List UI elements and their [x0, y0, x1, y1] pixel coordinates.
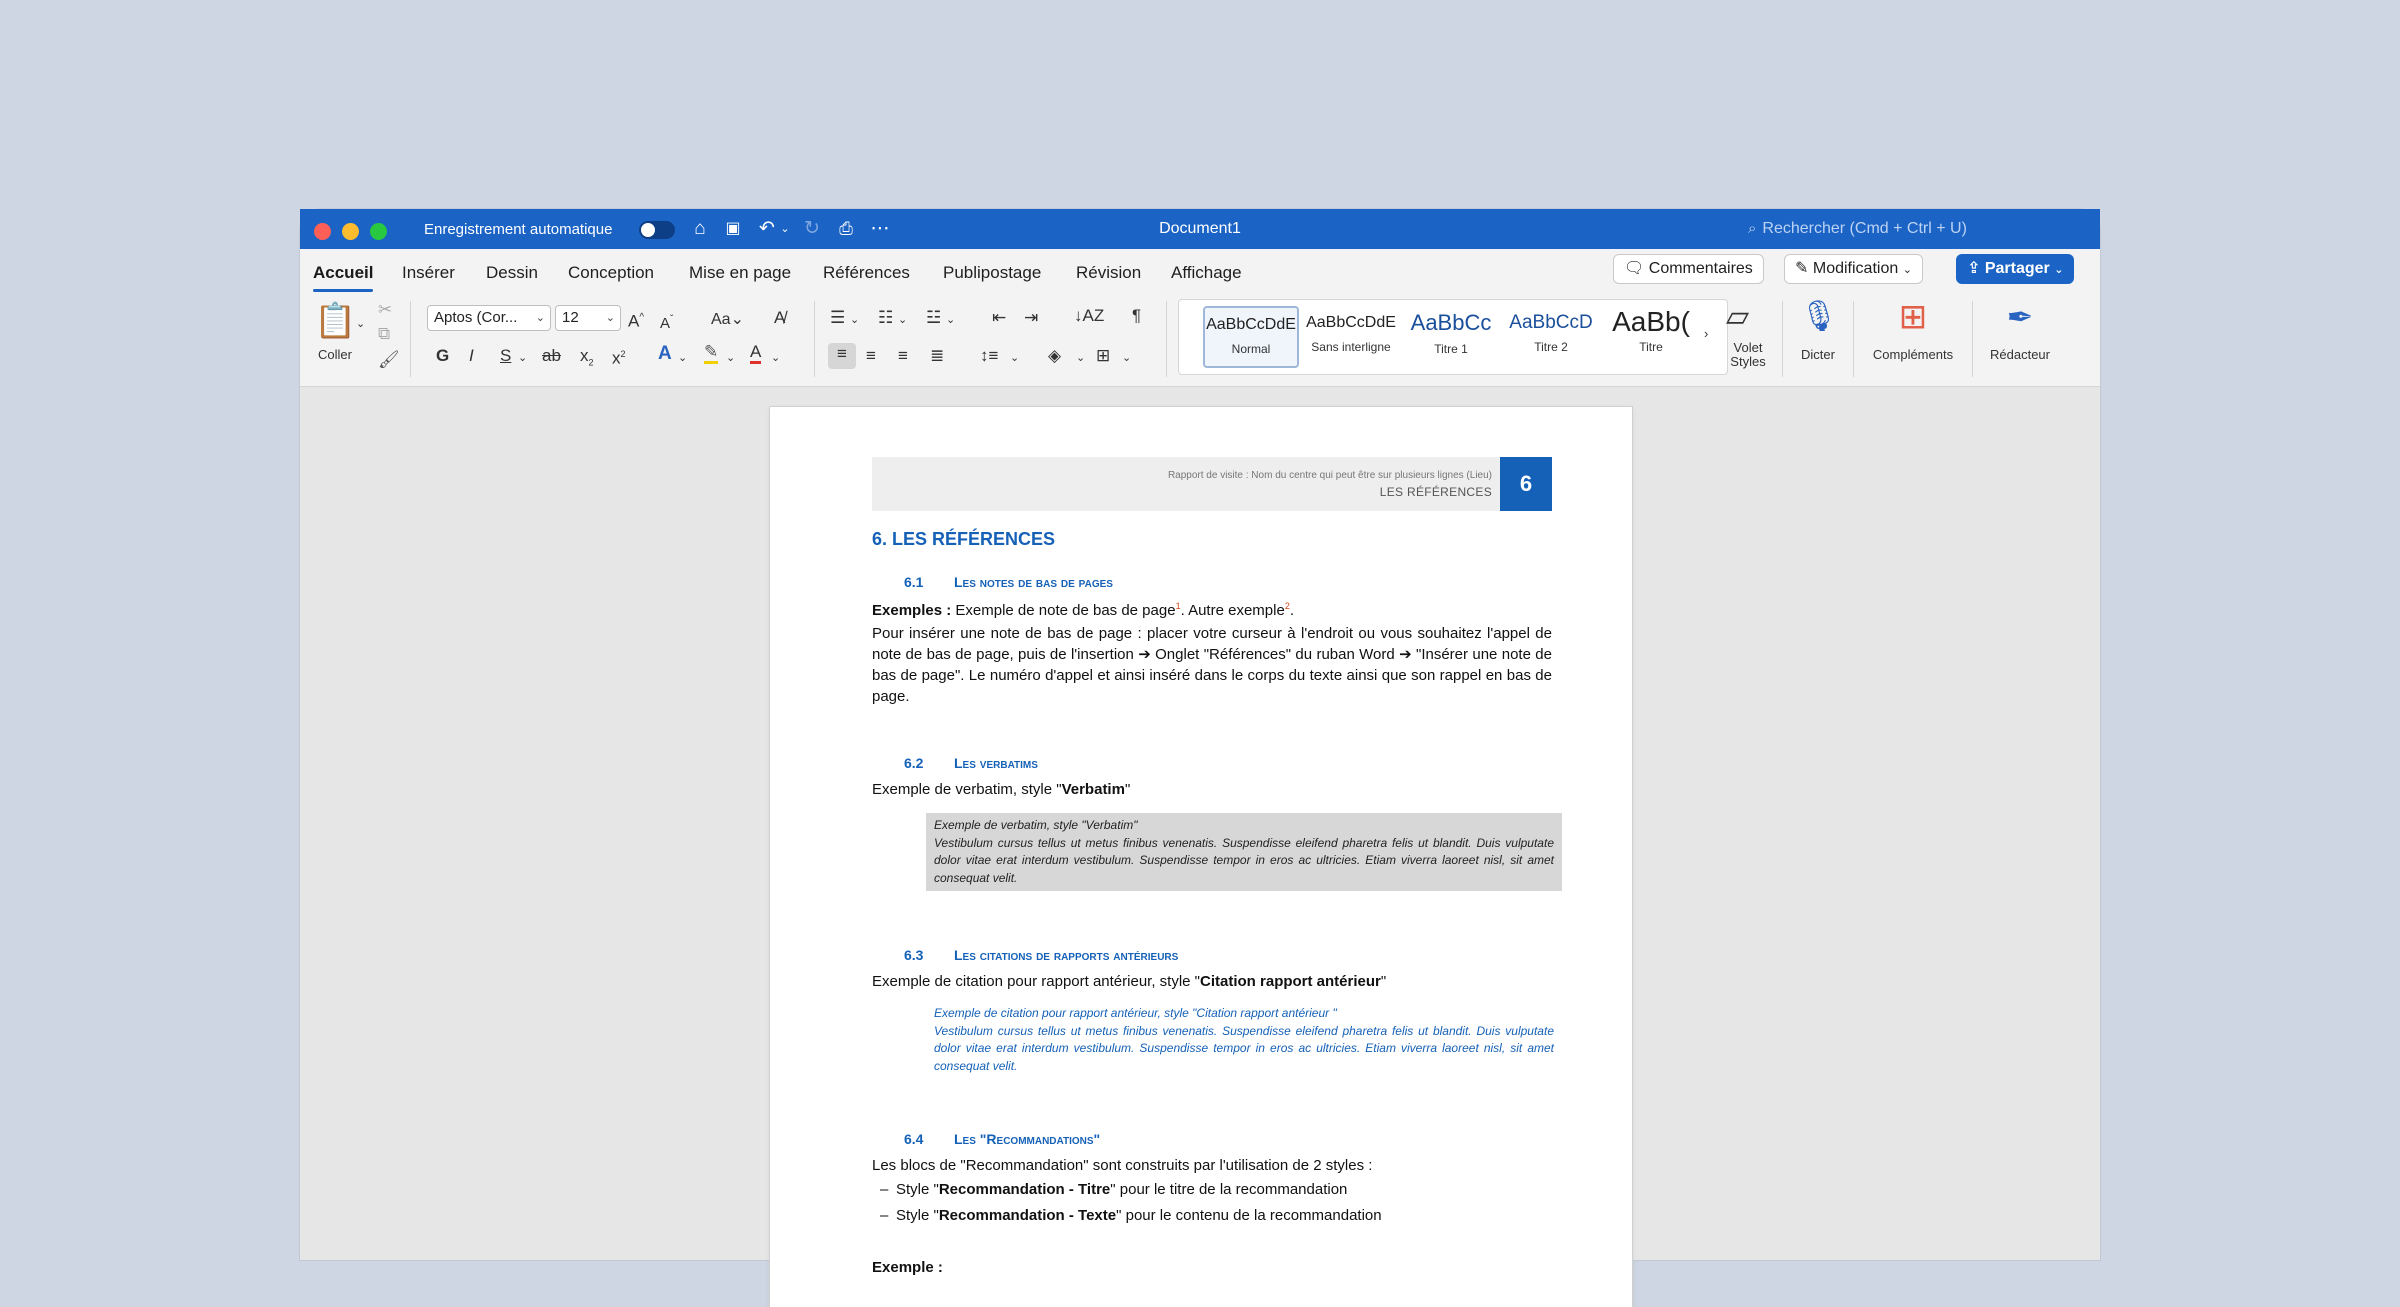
underline-dropdown-icon[interactable]: ⌄ — [518, 352, 528, 364]
numbering-dropdown-icon[interactable]: ⌄ — [898, 314, 908, 326]
highlight-icon[interactable]: ✎ — [704, 343, 718, 364]
addins-label: Compléments — [1872, 347, 1954, 362]
chevron-down-icon: ⌄ — [535, 312, 545, 324]
font-size-select[interactable] — [555, 305, 621, 331]
more-icon[interactable]: ⋯ — [870, 218, 890, 239]
editor-icon[interactable]: ✒ — [2006, 299, 2034, 335]
multilevel-dropdown-icon[interactable]: ⌄ — [946, 314, 956, 326]
tab-dessin[interactable]: Dessin — [486, 263, 538, 282]
intro-text: " — [1380, 973, 1387, 990]
print-icon[interactable]: ⎙ — [839, 219, 853, 238]
style-normal[interactable] — [1203, 306, 1299, 368]
font-color-icon[interactable]: A — [750, 343, 761, 364]
clear-formatting-icon[interactable]: A̸ — [774, 308, 786, 327]
citation-body: Vestibulum cursus tellus ut metus finibus venenatis. Suspendisse eleifend pharetra felis ut blandit. Duis vulputate dolor vitae erat interdum vestibulum. Suspendisse tempor in eros ac ultricies. Etiam viverra laoreet nisl, sit amet consequat velit. — [934, 1023, 1554, 1073]
superscript-icon[interactable]: $x^2$ — [612, 348, 626, 368]
heading-6-3 — [904, 947, 1178, 963]
show-formatting-icon[interactable]: ¶ — [1132, 306, 1142, 325]
examples-paragraph — [872, 596, 1552, 621]
comments-button[interactable] — [1613, 254, 1764, 284]
example-label: Exemple : — [872, 1259, 943, 1276]
bullet-text: Style " — [896, 1207, 939, 1224]
line-spacing-dropdown-icon[interactable]: ⌄ — [1010, 352, 1020, 364]
strikethrough-icon[interactable]: ab — [542, 346, 561, 365]
decrease-indent-icon[interactable]: ⇤ — [992, 308, 1007, 327]
shading-dropdown-icon[interactable]: ⌄ — [1076, 352, 1086, 364]
save-icon[interactable]: ▣ — [725, 220, 741, 237]
heading-text: Les citations de rapports antérieurs — [954, 947, 1179, 963]
bullet-text: Style " — [896, 1181, 939, 1198]
search-icon: ⌕ — [1748, 220, 1757, 237]
header-report-title: Rapport de visite : Nom du centre qui peut être sur plusieurs lignes (Lieu) — [1167, 470, 1492, 481]
share-icon: ⇪ — [1967, 260, 1981, 277]
autosave-label: Enregistrement automatique — [424, 221, 613, 238]
document-page[interactable] — [770, 407, 1632, 1307]
document-canvas[interactable] — [300, 387, 2100, 1276]
pencil-icon: ✎ — [1795, 260, 1809, 277]
underline-button[interactable]: S — [500, 346, 512, 365]
borders-icon[interactable]: ⊞ — [1096, 346, 1111, 365]
examples-text: Exemple de note de bas de page — [951, 602, 1176, 619]
font-name-select[interactable] — [427, 305, 551, 331]
home-icon[interactable]: ⌂ — [694, 218, 706, 239]
style-heading-2[interactable] — [1503, 306, 1599, 368]
microphone-icon[interactable]: 🎙 — [1800, 300, 1839, 333]
intro-text: Exemple de citation pour rapport antérieur, style " — [872, 973, 1201, 990]
examples-label: Exemples : — [872, 602, 952, 619]
heading-6-2 — [904, 755, 1038, 771]
bullet-bold: Recommandation - Titre — [938, 1181, 1111, 1198]
intro-text: Exemple de verbatim, style " — [872, 781, 1062, 798]
word-window — [300, 209, 2100, 1276]
addins-icon[interactable]: ⊞ — [1898, 298, 1928, 336]
style-name: Titre 1 — [1434, 342, 1468, 356]
sort-icon[interactable]: ↓AZ — [1074, 306, 1105, 325]
heading-number: 6.4 — [904, 1131, 924, 1147]
chevron-down-icon: ⌄ — [605, 312, 615, 324]
font-color-dropdown-icon[interactable]: ⌄ — [771, 352, 781, 364]
style-sample: AaBbCcDdE — [1206, 316, 1296, 333]
styles-pane-icon[interactable]: ▱ — [1726, 300, 1750, 333]
share-button[interactable] — [1956, 254, 2074, 284]
paste-icon[interactable]: 📋 — [314, 302, 357, 340]
separator — [410, 301, 411, 377]
editing-mode-button[interactable] — [1784, 254, 1923, 284]
separator — [1782, 301, 1783, 377]
text-effects-dropdown-icon[interactable]: ⌄ — [678, 352, 688, 364]
separator — [814, 301, 815, 377]
citation-first-line: Exemple de citation pour rapport antérieur, style "Citation rapport antérieur " — [934, 1006, 1337, 1020]
tab-references[interactable]: Références — [823, 263, 910, 282]
bullet-bold: Recommandation - Texte — [938, 1207, 1117, 1224]
tab-accueil[interactable]: Accueil — [313, 263, 374, 282]
bold-button[interactable]: G — [436, 346, 450, 365]
italic-button[interactable]: I — [469, 346, 474, 365]
document-title: Document1 — [1159, 220, 1241, 237]
verbatim-intro — [872, 779, 1552, 800]
bullets-dropdown-icon[interactable]: ⌄ — [850, 314, 860, 326]
heading-1: 6. LES RÉFÉRENCES — [872, 529, 1056, 549]
line-spacing-icon[interactable]: ↕≡ — [980, 346, 999, 365]
tab-mise-en-page[interactable]: Mise en page — [689, 263, 792, 282]
style-sample: AaBbCc — [1410, 310, 1492, 335]
tab-inserer[interactable]: Insérer — [402, 263, 455, 282]
shrink-font-icon[interactable]: $A^ˇ$ — [660, 314, 674, 332]
editing-label: Modification — [1812, 260, 1899, 277]
style-sample: AaBbCcD — [1509, 312, 1593, 333]
style-no-spacing[interactable] — [1303, 306, 1399, 368]
citation-block — [934, 1005, 1554, 1075]
bullet-text: " pour le titre de la recommandation — [1110, 1181, 1348, 1198]
copy-icon[interactable]: ⧉ — [378, 324, 391, 343]
search-placeholder: Rechercher (Cmd + Ctrl + U) — [1762, 220, 1967, 237]
font-name-value: Aptos (Cor... — [434, 309, 518, 326]
style-sample: AaBb( — [1612, 306, 1690, 337]
search-box[interactable] — [1748, 220, 1967, 238]
style-sample: AaBbCcDdE — [1306, 314, 1396, 331]
style-name: Sans interligne — [1311, 340, 1391, 354]
tab-publipostage[interactable]: Publipostage — [943, 263, 1042, 282]
list-item: – Style "Recommandation - Texte" pour le contenu de la recommandation — [880, 1207, 1382, 1224]
title-bar — [300, 209, 2100, 249]
tab-conception[interactable]: Conception — [568, 263, 655, 282]
heading-6-4 — [904, 1131, 1100, 1147]
undo-icon[interactable]: ↶ — [759, 218, 775, 239]
subscript-icon[interactable]: $x_2$ — [580, 346, 594, 368]
separator — [1853, 301, 1854, 377]
style-title[interactable] — [1603, 306, 1699, 368]
justify-icon[interactable]: ≣ — [930, 346, 945, 365]
cut-icon[interactable]: ✂ — [378, 300, 393, 319]
footnote-ref: 1 — [1175, 601, 1181, 611]
bullet-text: " pour le contenu de la recommandation — [1116, 1207, 1382, 1224]
heading-number: 6.1 — [904, 574, 924, 590]
redo-icon[interactable]: ↻ — [804, 218, 820, 239]
footnote-ref: 2 — [1284, 601, 1290, 611]
style-name: Normal — [1231, 342, 1271, 356]
verbatim-first-line: Exemple de verbatim, style "Verbatim" — [934, 818, 1138, 832]
examples-text: . Autre exemple — [1180, 602, 1285, 619]
heading-6-1 — [904, 574, 1113, 590]
page-header — [872, 457, 1500, 511]
examples-text: . — [1289, 602, 1294, 619]
align-center-icon[interactable]: ≡ — [866, 346, 876, 365]
undo-dropdown-icon[interactable]: ⌄ — [780, 223, 790, 235]
share-label: Partager — [1984, 260, 2050, 277]
bullets-icon[interactable]: ☰ — [830, 308, 846, 327]
header-section-name: LES RÉFÉRENCES — [1379, 485, 1492, 499]
style-heading-1[interactable] — [1403, 306, 1499, 368]
paste-dropdown-icon[interactable]: ⌄ — [356, 318, 366, 330]
borders-dropdown-icon[interactable]: ⌄ — [1122, 352, 1132, 364]
separator — [1972, 301, 1973, 377]
numbering-icon[interactable]: ☷ — [878, 308, 894, 327]
heading-text: Les "Recommandations" — [954, 1131, 1101, 1147]
comment-icon: 🗨 — [1624, 260, 1645, 277]
comments-label: Commentaires — [1648, 260, 1753, 277]
intro-text: " — [1124, 781, 1131, 798]
tab-affichage[interactable]: Affichage — [1171, 263, 1242, 282]
style-name-bold: Verbatim — [1061, 781, 1125, 798]
style-name: Titre — [1639, 340, 1663, 354]
text-effects-icon[interactable]: A — [658, 343, 672, 364]
heading-text: Les notes de bas de pages — [954, 574, 1113, 590]
header-page-number: 6 — [1500, 457, 1552, 511]
align-right-icon[interactable]: ≡ — [898, 346, 908, 365]
highlight-dropdown-icon[interactable]: ⌄ — [726, 352, 736, 364]
font-size-value: 12 — [562, 309, 579, 326]
heading-text: Les verbatims — [954, 755, 1038, 771]
increase-indent-icon[interactable]: ⇥ — [1024, 308, 1039, 327]
style-name: Titre 2 — [1534, 340, 1568, 354]
shading-icon[interactable]: ◈ — [1048, 346, 1062, 365]
recommendation-intro: Les blocs de "Recommandation" sont construits par l'utilisation de 2 styles : — [872, 1157, 1373, 1174]
chevron-down-icon: ⌄ — [1902, 264, 1912, 276]
list-item: – Style "Recommandation - Titre" pour le titre de la recommandation — [880, 1181, 1348, 1198]
chevron-down-icon: ⌄ — [2054, 264, 2064, 276]
paste-label: Coller — [318, 347, 352, 362]
chevron-right-icon[interactable]: › — [1704, 326, 1709, 341]
align-left-icon[interactable]: ≡ — [828, 343, 856, 369]
ribbon-home — [300, 293, 2100, 387]
style-name-bold: Citation rapport antérieur — [1200, 973, 1381, 990]
grow-font-icon[interactable]: A^ — [628, 311, 645, 331]
tab-revision[interactable]: Révision — [1076, 263, 1142, 282]
insert-footnote-paragraph: Pour insérer une note de bas de page : placer votre curseur à l'endroit ou vous souhaitez l'appel de note de bas de page, puis de l'insertion ➔ Onglet "Références" du ruban Word ➔ "Insérer une note de bas de page". Le numéro d'appel et ainsi inséré dans le corps du texte ainsi que son rappel en bas de page. — [872, 625, 1552, 705]
editor-label: Rédacteur — [1990, 347, 2050, 362]
separator — [1166, 301, 1167, 377]
dictate-label: Dicter — [1801, 347, 1835, 362]
heading-number: 6.2 — [904, 755, 924, 771]
verbatim-block — [926, 813, 1562, 891]
citation-intro — [872, 971, 1552, 992]
heading-number: 6.3 — [904, 947, 924, 963]
multilevel-list-icon[interactable]: ☳ — [926, 308, 942, 327]
verbatim-body: Vestibulum cursus tellus ut metus finibus venenatis. Suspendisse eleifend pharetra felis ut blandit. Duis vulputate dolor vitae erat interdum vestibulum. Suspendisse tempor in eros ac ultricies. Etiam viverra laoreet nisl, sit amet consequat velit. — [934, 835, 1554, 885]
styles-pane-label: Volet Styles — [1730, 340, 1766, 369]
change-case-icon[interactable]: Aa⌄ — [711, 311, 744, 328]
format-painter-icon[interactable]: 🖌 — [378, 350, 400, 369]
